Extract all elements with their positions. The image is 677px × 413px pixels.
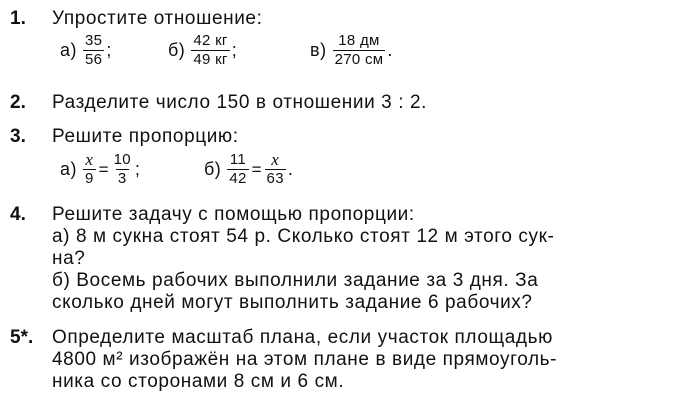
task-3b-right-fraction <box>265 152 286 187</box>
task-4-number: 4. <box>10 204 26 225</box>
task-1a-punct: ; <box>106 40 112 60</box>
task-3a-right-numerator: 10 <box>113 151 131 168</box>
task-3-number: 3. <box>10 126 26 147</box>
task-1b-numerator: 42 кг <box>193 32 228 49</box>
task-3b-label: б) <box>204 159 222 179</box>
task-4b-line-2: сколько дней могут выполнить задание 6 рабочих? <box>52 292 533 313</box>
task-3b-right-denominator: 63 <box>266 170 284 187</box>
task-1b <box>168 33 237 68</box>
task-3a-left-denominator: 9 <box>85 170 94 187</box>
task-1c-denominator: 270 см <box>334 51 384 68</box>
task-3a-right-denominator: 3 <box>117 170 127 187</box>
task-1b-punct: ; <box>231 40 237 60</box>
task-3a-equals: = <box>98 159 109 179</box>
task-1a-denominator: 56 <box>85 51 103 68</box>
task-1c-numerator: 18 дм <box>338 32 380 49</box>
task-4-title: Решите задачу с помощью пропорции: <box>52 204 415 225</box>
task-3b-right-numerator: x <box>271 150 280 169</box>
task-3b-punct: . <box>287 159 293 179</box>
task-3a-label: а) <box>60 159 78 179</box>
task-5-line-3: ника со сторонами 8 см и 6 см. <box>52 371 345 392</box>
task-1a <box>60 33 111 68</box>
task-4b-line-1: б) Восемь рабочих выполнили задание за 3 дня. За <box>52 270 539 291</box>
task-3a-left-fraction <box>83 152 96 187</box>
task-1c-punct: . <box>387 40 393 60</box>
task-3b-equals: = <box>251 159 262 179</box>
task-5-line-1: Определите масштаб плана, если участок площадью <box>52 327 553 348</box>
task-5-line-2: 4800 м² изображён на этом плане в виде прямоуголь- <box>52 349 558 370</box>
task-3a-punct: ; <box>134 159 140 179</box>
task-1a-numerator: 35 <box>85 32 103 49</box>
task-1c-fraction <box>333 33 386 68</box>
task-3b-left-denominator: 42 <box>229 170 247 187</box>
task-2-text: Разделите число 150 в отношении 3 : 2. <box>52 92 428 113</box>
task-4a-line-1: а) 8 м сукна стоят 54 р. Сколько стоят 12 м этого сук- <box>52 226 555 247</box>
task-3a <box>60 152 140 187</box>
task-1a-label: а) <box>60 40 78 60</box>
task-1c <box>310 33 392 68</box>
task-3-title: Решите пропорцию: <box>52 126 239 147</box>
task-1-title: Упростите отношение: <box>52 8 263 29</box>
task-1-number: 1. <box>10 8 26 29</box>
task-4a-line-2: на? <box>52 248 86 269</box>
task-3a-right-fraction <box>112 152 133 187</box>
task-3b-left-fraction <box>227 152 248 187</box>
task-1b-denominator: 49 кг <box>193 51 228 68</box>
task-1b-fraction <box>191 33 229 68</box>
task-1b-label: б) <box>168 40 186 60</box>
task-1c-label: в) <box>310 40 327 60</box>
task-1a-fraction <box>83 33 104 68</box>
task-5-number: 5*. <box>10 327 34 348</box>
task-3b <box>204 152 293 187</box>
task-3b-left-numerator: 11 <box>229 151 247 168</box>
task-3a-left-numerator: x <box>85 150 94 169</box>
task-2-number: 2. <box>10 92 26 113</box>
